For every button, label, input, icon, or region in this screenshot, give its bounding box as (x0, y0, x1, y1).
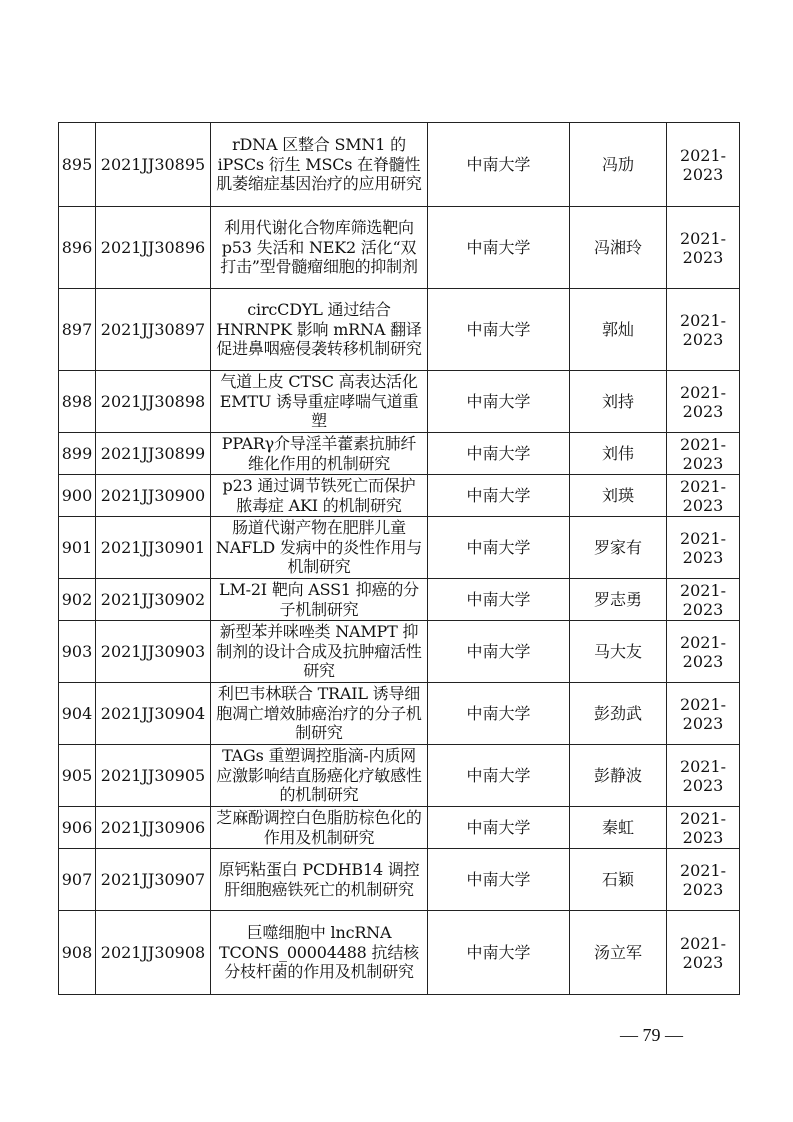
institution: 中南大学 (428, 289, 570, 371)
project-title: 肠道代谢产物在肥胖儿童 NAFLD 发病中的炎性作用与机制研究 (211, 517, 428, 579)
principal-investigator: 刘持 (570, 371, 667, 433)
row-number: 900 (59, 475, 96, 517)
project-title: 芝麻酚调控白色脂肪棕色化的作用及机制研究 (211, 807, 428, 849)
institution: 中南大学 (428, 123, 570, 207)
institution: 中南大学 (428, 807, 570, 849)
institution: 中南大学 (428, 911, 570, 995)
table-row (59, 579, 740, 621)
institution: 中南大学 (428, 433, 570, 475)
project-title: 气道上皮 CTSC 高表达活化 EMTU 诱导重症哮喘气道重塑 (211, 371, 428, 433)
principal-investigator: 石颖 (570, 849, 667, 911)
institution: 中南大学 (428, 849, 570, 911)
page-number: — 79 — (620, 1025, 683, 1045)
principal-investigator: 冯湘玲 (570, 207, 667, 289)
table-row (59, 433, 740, 475)
project-period: 2021-2023 (667, 807, 740, 849)
project-title: 新型苯并咪唑类 NAMPT 抑制剂的设计合成及抗肿瘤活性研究 (211, 621, 428, 683)
principal-investigator: 汤立军 (570, 911, 667, 995)
table-row (59, 745, 740, 807)
project-period: 2021-2023 (667, 289, 740, 371)
principal-investigator: 郭灿 (570, 289, 667, 371)
project-period: 2021-2023 (667, 745, 740, 807)
project-code: 2021JJ30900 (96, 475, 211, 517)
project-title: p23 通过调节铁死亡而保护脓毒症 AKI 的机制研究 (211, 475, 428, 517)
project-code: 2021JJ30908 (96, 911, 211, 995)
project-period: 2021-2023 (667, 475, 740, 517)
project-code: 2021JJ30898 (96, 371, 211, 433)
table-row (59, 207, 740, 289)
project-code: 2021JJ30905 (96, 745, 211, 807)
row-number: 902 (59, 579, 96, 621)
table-row (59, 621, 740, 683)
project-code: 2021JJ30904 (96, 683, 211, 745)
principal-investigator: 彭静波 (570, 745, 667, 807)
project-title: 利用代谢化合物库筛选靶向 p53 失活和 NEK2 活化“双打击”型骨髓瘤细胞的抑制剂 (211, 207, 428, 289)
institution: 中南大学 (428, 745, 570, 807)
row-number: 896 (59, 207, 96, 289)
project-period: 2021-2023 (667, 517, 740, 579)
institution: 中南大学 (428, 371, 570, 433)
row-number: 898 (59, 371, 96, 433)
project-title: TAGs 重塑调控脂滴-内质网应激影响结直肠癌化疗敏感性的机制研究 (211, 745, 428, 807)
row-number: 906 (59, 807, 96, 849)
row-number: 897 (59, 289, 96, 371)
row-number: 908 (59, 911, 96, 995)
row-number: 905 (59, 745, 96, 807)
project-code: 2021JJ30902 (96, 579, 211, 621)
row-number: 903 (59, 621, 96, 683)
principal-investigator: 秦虹 (570, 807, 667, 849)
table-row (59, 475, 740, 517)
row-number: 901 (59, 517, 96, 579)
table-row (59, 123, 740, 207)
project-title: 利巴韦林联合 TRAIL 诱导细胞凋亡增效肺癌治疗的分子机制研究 (211, 683, 428, 745)
project-code: 2021JJ30899 (96, 433, 211, 475)
institution: 中南大学 (428, 517, 570, 579)
institution: 中南大学 (428, 207, 570, 289)
table-row (59, 517, 740, 579)
project-code: 2021JJ30907 (96, 849, 211, 911)
table-row (59, 371, 740, 433)
project-title: circCDYL 通过结合 HNRNPK 影响 mRNA 翻译促进鼻咽癌侵袭转移机制研究 (211, 289, 428, 371)
principal-investigator: 罗家有 (570, 517, 667, 579)
project-code: 2021JJ30903 (96, 621, 211, 683)
table-row (59, 849, 740, 911)
institution: 中南大学 (428, 621, 570, 683)
principal-investigator: 冯劢 (570, 123, 667, 207)
institution: 中南大学 (428, 579, 570, 621)
project-period: 2021-2023 (667, 911, 740, 995)
row-number: 895 (59, 123, 96, 207)
row-number: 899 (59, 433, 96, 475)
principal-investigator: 马大友 (570, 621, 667, 683)
project-table (58, 122, 740, 995)
project-code: 2021JJ30897 (96, 289, 211, 371)
project-title: 巨噬细胞中 lncRNA TCONS_00004488 抗结核分枝杆菌的作用及机制研究 (211, 911, 428, 995)
project-title: 原钙粘蛋白 PCDHB14 调控肝细胞癌铁死亡的机制研究 (211, 849, 428, 911)
principal-investigator: 刘瑛 (570, 475, 667, 517)
table-row (59, 289, 740, 371)
institution: 中南大学 (428, 475, 570, 517)
project-period: 2021-2023 (667, 621, 740, 683)
project-period: 2021-2023 (667, 849, 740, 911)
project-period: 2021-2023 (667, 579, 740, 621)
institution: 中南大学 (428, 683, 570, 745)
principal-investigator: 彭劲武 (570, 683, 667, 745)
project-code: 2021JJ30906 (96, 807, 211, 849)
project-title: LM-2I 靶向 ASS1 抑癌的分子机制研究 (211, 579, 428, 621)
project-title: PPARγ介导淫羊藿素抗肺纤维化作用的机制研究 (211, 433, 428, 475)
table-row (59, 807, 740, 849)
project-title: rDNA 区整合 SMN1 的 iPSCs 衍生 MSCs 在脊髓性肌萎缩症基因治疗的应用研究 (211, 123, 428, 207)
table-row (59, 911, 740, 995)
principal-investigator: 罗志勇 (570, 579, 667, 621)
row-number: 904 (59, 683, 96, 745)
principal-investigator: 刘伟 (570, 433, 667, 475)
project-code: 2021JJ30901 (96, 517, 211, 579)
project-period: 2021-2023 (667, 371, 740, 433)
project-period: 2021-2023 (667, 207, 740, 289)
project-code: 2021JJ30896 (96, 207, 211, 289)
project-period: 2021-2023 (667, 433, 740, 475)
project-period: 2021-2023 (667, 123, 740, 207)
table-row (59, 683, 740, 745)
project-code: 2021JJ30895 (96, 123, 211, 207)
row-number: 907 (59, 849, 96, 911)
project-period: 2021-2023 (667, 683, 740, 745)
